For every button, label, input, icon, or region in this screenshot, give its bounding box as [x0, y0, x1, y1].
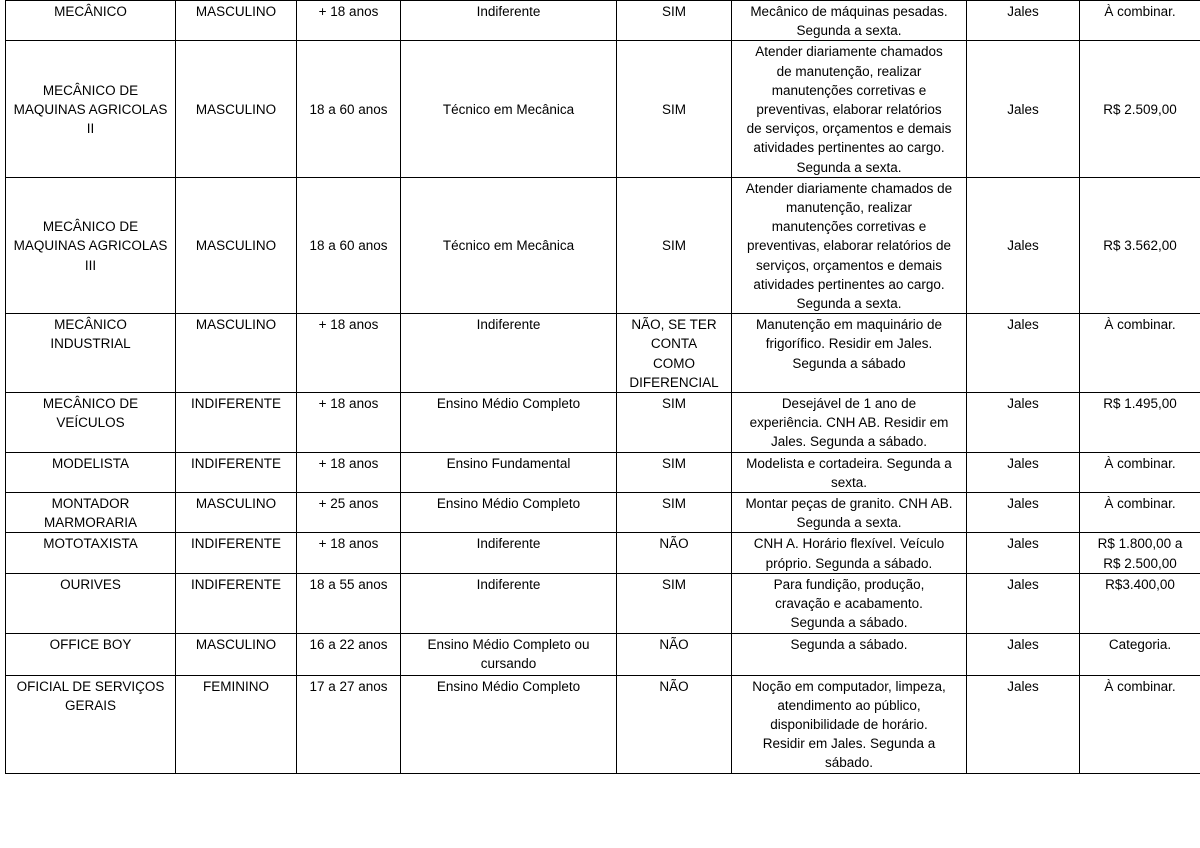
cell-escolaridade: Técnico em Mecânica: [401, 41, 617, 177]
cell-descricao: Desejável de 1 ano de experiência. CNH AB. Residir em Jales. Segunda a sábado.: [732, 393, 967, 453]
cell-idade: 17 a 27 anos: [297, 675, 401, 773]
cell-experiencia: NÃO, SE TER CONTA COMO DIFERENCIAL: [617, 314, 732, 393]
cell-sexo: MASCULINO: [176, 633, 297, 675]
table-row: [6, 177, 1200, 313]
cell-idade: 16 a 22 anos: [297, 633, 401, 675]
cell-escolaridade: Ensino Fundamental: [401, 452, 617, 492]
cell-salario: À combinar.: [1080, 1, 1200, 41]
cell-experiencia: NÃO: [617, 533, 732, 573]
cell-cargo: MECÂNICO INDUSTRIAL: [6, 314, 176, 393]
cell-descricao: Segunda a sábado.: [732, 633, 967, 675]
cell-descricao: Noção em computador, limpeza, atendimento ao público, disponibilidade de horário. Residir em Jales. Segunda a sábado.: [732, 675, 967, 773]
cell-cargo: OFICIAL DE SERVIÇOS GERAIS: [6, 675, 176, 773]
cell-experiencia: SIM: [617, 493, 732, 533]
cell-descricao: Manutenção em maquinário de frigorífico. Residir em Jales. Segunda a sábado: [732, 314, 967, 393]
job-listings-table: [5, 0, 1200, 774]
cell-escolaridade: Técnico em Mecânica: [401, 177, 617, 313]
cell-salario: R$ 2.509,00: [1080, 41, 1200, 177]
cell-sexo: MASCULINO: [176, 177, 297, 313]
cell-escolaridade: Indiferente: [401, 573, 617, 633]
cell-escolaridade: Ensino Médio Completo ou cursando: [401, 633, 617, 675]
cell-descricao: Montar peças de granito. CNH AB. Segunda a sexta.: [732, 493, 967, 533]
cell-cidade: Jales: [967, 452, 1080, 492]
cell-salario: R$3.400,00: [1080, 573, 1200, 633]
cell-experiencia: NÃO: [617, 675, 732, 773]
cell-cargo: MECÂNICO DE MAQUINAS AGRICOLAS II: [6, 41, 176, 177]
cell-cargo: MONTADOR MARMORARIA: [6, 493, 176, 533]
cell-cidade: Jales: [967, 493, 1080, 533]
cell-sexo: INDIFERENTE: [176, 573, 297, 633]
cell-cidade: Jales: [967, 533, 1080, 573]
cell-cargo: OURIVES: [6, 573, 176, 633]
cell-idade: 18 a 60 anos: [297, 41, 401, 177]
cell-experiencia: SIM: [617, 41, 732, 177]
cell-cidade: Jales: [967, 633, 1080, 675]
table-row: [6, 573, 1200, 633]
table-row: [6, 633, 1200, 675]
cell-salario: À combinar.: [1080, 493, 1200, 533]
cell-escolaridade: Ensino Médio Completo: [401, 493, 617, 533]
cell-experiencia: SIM: [617, 177, 732, 313]
cell-idade: + 18 anos: [297, 452, 401, 492]
cell-cargo: MECÂNICO DE VEÍCULOS: [6, 393, 176, 453]
cell-idade: 18 a 60 anos: [297, 177, 401, 313]
cell-escolaridade: Ensino Médio Completo: [401, 393, 617, 453]
cell-idade: + 18 anos: [297, 314, 401, 393]
cell-sexo: MASCULINO: [176, 493, 297, 533]
cell-cargo: MECÂNICO DE MAQUINAS AGRICOLAS III: [6, 177, 176, 313]
cell-cargo: MOTOTAXISTA: [6, 533, 176, 573]
cell-sexo: MASCULINO: [176, 314, 297, 393]
table-row: [6, 41, 1200, 177]
cell-descricao: Modelista e cortadeira. Segunda a sexta.: [732, 452, 967, 492]
cell-cargo: MODELISTA: [6, 452, 176, 492]
cell-sexo: INDIFERENTE: [176, 393, 297, 453]
cell-descricao: Mecânico de máquinas pesadas. Segunda a sexta.: [732, 1, 967, 41]
table-row: [6, 393, 1200, 453]
table-row: [6, 533, 1200, 573]
cell-cidade: Jales: [967, 177, 1080, 313]
cell-cidade: Jales: [967, 675, 1080, 773]
cell-cidade: Jales: [967, 1, 1080, 41]
cell-sexo: FEMININO: [176, 675, 297, 773]
cell-descricao: Para fundição, produção, cravação e acabamento. Segunda a sábado.: [732, 573, 967, 633]
table-row: [6, 675, 1200, 773]
cell-salario: À combinar.: [1080, 452, 1200, 492]
cell-sexo: MASCULINO: [176, 1, 297, 41]
table-row: [6, 314, 1200, 393]
cell-cargo: OFFICE BOY: [6, 633, 176, 675]
cell-salario: R$ 1.495,00: [1080, 393, 1200, 453]
cell-idade: + 25 anos: [297, 493, 401, 533]
cell-experiencia: SIM: [617, 573, 732, 633]
cell-salario: R$ 3.562,00: [1080, 177, 1200, 313]
cell-idade: + 18 anos: [297, 393, 401, 453]
cell-salario: Categoria.: [1080, 633, 1200, 675]
cell-salario: À combinar.: [1080, 675, 1200, 773]
cell-descricao: Atender diariamente chamados de manutenção, realizar manutenções corretivas e preventivas, elaborar relatórios de serviços, orçamentos e demais atividades pertinentes ao cargo. Segunda a sexta.: [732, 41, 967, 177]
cell-idade: + 18 anos: [297, 533, 401, 573]
cell-cargo: MECÂNICO: [6, 1, 176, 41]
cell-cidade: Jales: [967, 573, 1080, 633]
cell-cidade: Jales: [967, 314, 1080, 393]
table-row: [6, 493, 1200, 533]
cell-descricao: CNH A. Horário flexível. Veículo próprio. Segunda a sábado.: [732, 533, 967, 573]
cell-experiencia: SIM: [617, 393, 732, 453]
cell-salario: R$ 1.800,00 a R$ 2.500,00: [1080, 533, 1200, 573]
cell-experiencia: SIM: [617, 452, 732, 492]
cell-sexo: INDIFERENTE: [176, 533, 297, 573]
cell-escolaridade: Indiferente: [401, 533, 617, 573]
cell-salario: À combinar.: [1080, 314, 1200, 393]
cell-sexo: INDIFERENTE: [176, 452, 297, 492]
cell-experiencia: NÃO: [617, 633, 732, 675]
cell-cidade: Jales: [967, 41, 1080, 177]
cell-descricao: Atender diariamente chamados de manutenção, realizar manutenções corretivas e preventivas, elaborar relatórios de serviços, orçamentos e demais atividades pertinentes ao cargo. Segunda a sexta.: [732, 177, 967, 313]
cell-experiencia: SIM: [617, 1, 732, 41]
table-row: [6, 452, 1200, 492]
cell-idade: + 18 anos: [297, 1, 401, 41]
cell-idade: 18 a 55 anos: [297, 573, 401, 633]
cell-cidade: Jales: [967, 393, 1080, 453]
cell-sexo: MASCULINO: [176, 41, 297, 177]
cell-escolaridade: Indiferente: [401, 314, 617, 393]
table-row: [6, 1, 1200, 41]
cell-escolaridade: Indiferente: [401, 1, 617, 41]
cell-escolaridade: Ensino Médio Completo: [401, 675, 617, 773]
